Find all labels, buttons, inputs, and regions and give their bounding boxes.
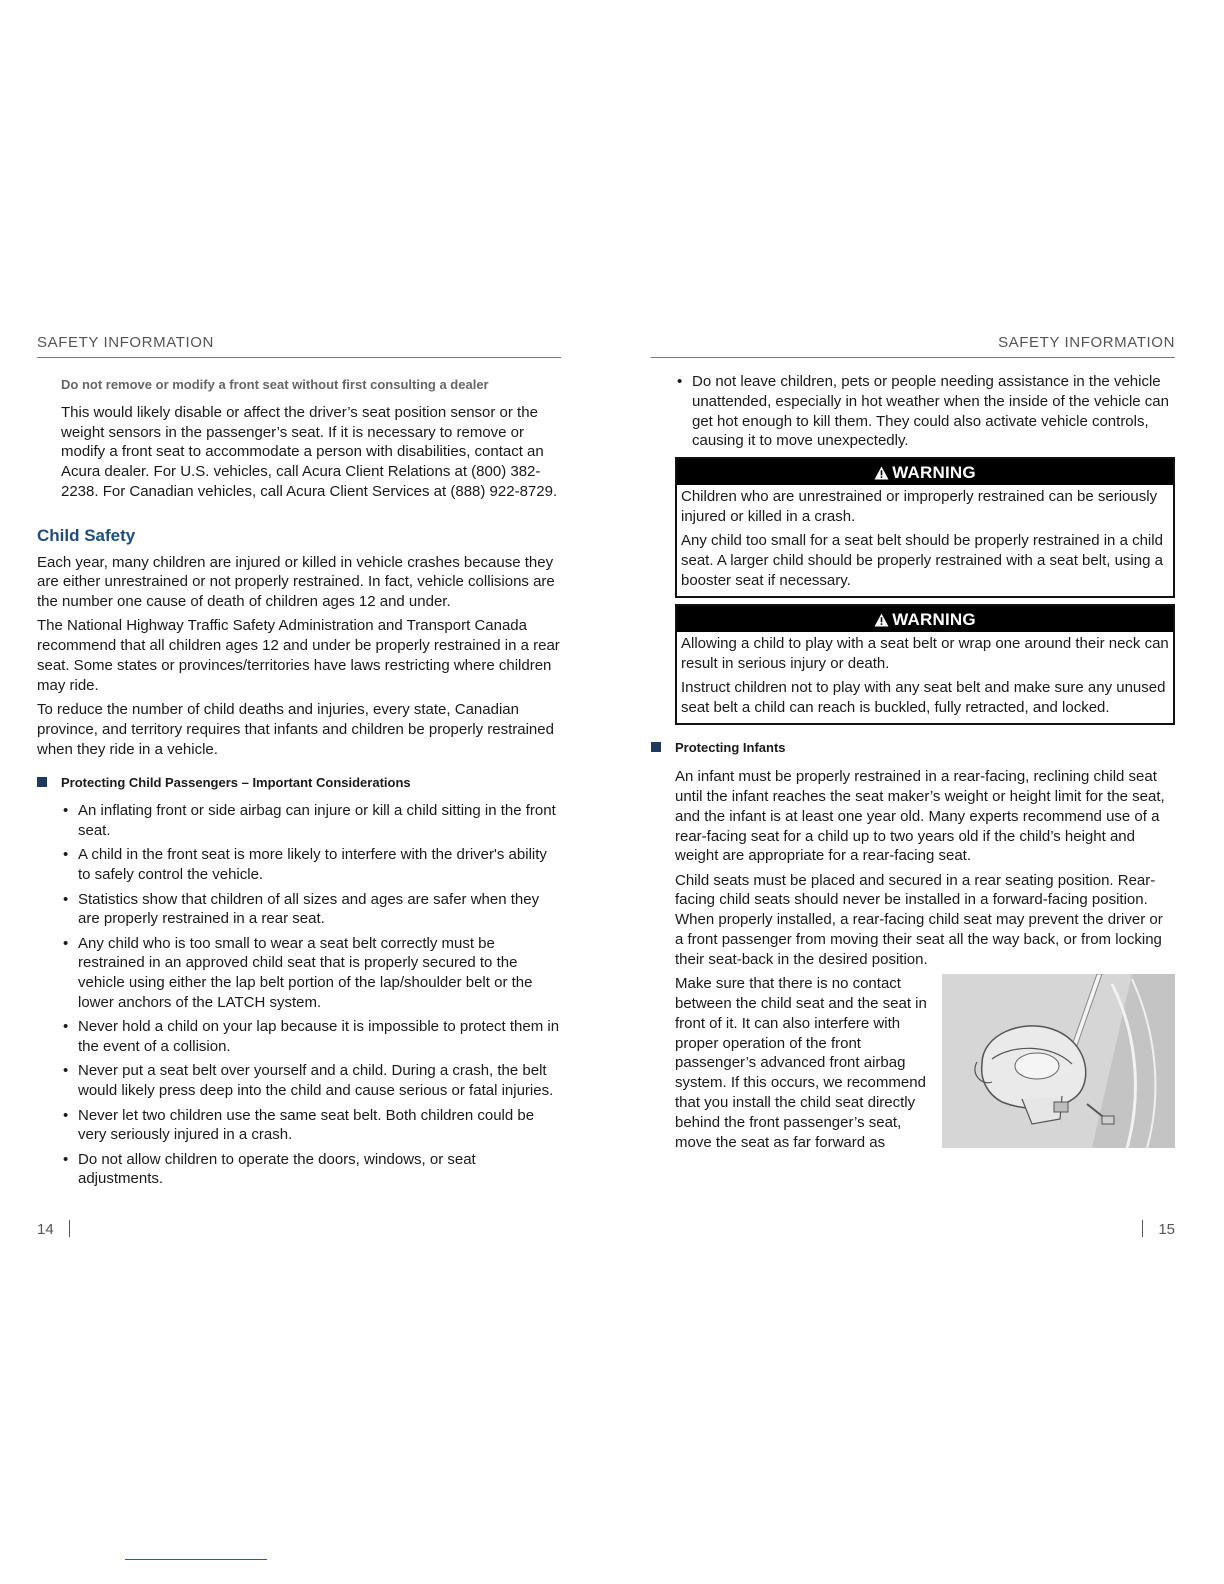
bullet-dot-icon: • [63, 1150, 69, 1168]
body-paragraph: Each year, many children are injured or killed in vehicle crashes because they are either unrestrained or not properly restrained. In fact, vehicle collisions are the number one cause of death of children ages 12 and under. [37, 553, 555, 611]
subheading [37, 773, 561, 793]
folio-divider [1142, 1220, 1144, 1237]
list-item [61, 845, 561, 885]
warning-text: Allowing a child to play with a seat belt or wrap one around their neck can result in serious injury or death. [681, 635, 1169, 672]
list-item-text: Never hold a child on your lap because it is impossible to protect them in the event of a collision. [78, 1018, 560, 1056]
rear-facing-child-seat-illustration [942, 974, 1175, 1148]
bullet-dot-icon: • [63, 1106, 69, 1124]
list-item [61, 934, 561, 1013]
square-bullet-icon [651, 742, 661, 752]
page-number [1142, 1220, 1175, 1238]
body-paragraph: The National Highway Traffic Safety Administration and Transport Canada recommend that all children ages 12 and under be properly restrained in a rear seat. Some states or provinces/territories have laws restricting where children may ride. [37, 617, 560, 694]
list-item [61, 801, 561, 841]
body-paragraph: Make sure that there is no contact between the child seat and the seat in front of it. It can also interfere with proper operation of the front passenger’s advanced front airbag system. If this occurs, we recommend that you install the child seat directly behind the front passenger’s seat, move the seat as far forward as [675, 975, 927, 1151]
list-item [61, 1017, 561, 1057]
warning-body [677, 485, 1173, 596]
body-paragraph: Child seats must be placed and secured in a rear seating position. Rear-facing child seats should never be installed in a forward-facing position. When properly installed, a rear-facing child seat may prevent the driver or a front passenger from moving their seat all the way back, or from locking their seat-back in the desired position. [675, 871, 1163, 968]
warning-text: Any child too small for a seat belt should be properly restrained in a child seat. A larger child should be properly restrained with a seat belt, using a booster seat if necessary. [681, 532, 1163, 589]
bullet-dot-icon: • [63, 890, 69, 908]
section-title: Child Safety [37, 525, 136, 545]
list-item-text: Do not leave children, pets or people needing assistance in the vehicle unattended, especially in hot weather when the inside of the vehicle can get hot enough to kill them. They could also activate vehicle controls, causing it to move unexpectedly. [692, 373, 1169, 450]
body-paragraph: To reduce the number of child deaths and injuries, every state, Canadian province, and territory requires that infants and children be properly restrained when they ride in a vehicle. [37, 701, 554, 758]
warning-text: Children who are unrestrained or improperly restrained can be seriously injured or killed in a crash. [681, 488, 1158, 525]
body-paragraph: An infant must be properly restrained in a rear-facing, reclining child seat until the infant reaches the seat maker’s weight or height limit for the seat, and the infant is at least one year old. Many experts recommend use of a rear-facing seat for a child up to two years old if the child’s height and weight are appropriate for a rear-facing seat. [675, 768, 1165, 865]
right-page-content [651, 372, 1175, 1157]
subheading-text: Protecting Child Passengers – Important Considerations [61, 774, 411, 790]
page-number-text: 15 [1158, 1221, 1175, 1238]
footer-link-underline [125, 1559, 267, 1560]
infant-seat-section [675, 974, 1175, 1152]
list-item [61, 1061, 561, 1101]
bullet-dot-icon: • [63, 934, 69, 952]
warning-triangle-icon [874, 613, 889, 627]
list-item-text: A child in the front seat is more likely to interfere with the driver's ability to safely control the vehicle. [78, 846, 547, 884]
folio-divider [69, 1220, 71, 1237]
bullet-dot-icon: • [63, 1018, 69, 1036]
list-item [61, 1150, 561, 1190]
running-head: SAFETY INFORMATION [37, 334, 561, 358]
running-head: SAFETY INFORMATION [651, 334, 1175, 358]
note-text: This would likely disable or affect the driver’s seat position sensor or the weight sensors in the passenger’s seat. If it is necessary to remove or modify a front seat to accommodate a person with disabilities, contact an Acura dealer. For U.S. vehicles, call Acura Client Relations at (800) 382-2238. For Canadian vehicles, call Acura Client Services at (888) 922-8729. [61, 403, 558, 500]
subheading [651, 738, 1175, 758]
left-page-content [37, 375, 561, 1194]
bullet-list [37, 801, 561, 1189]
bullet-dot-icon: • [677, 373, 683, 390]
page-number-text: 14 [37, 1221, 54, 1238]
warning-triangle-icon [874, 466, 889, 480]
warning-box [675, 457, 1175, 598]
warning-box [675, 604, 1175, 725]
list-item-text: Do not allow children to operate the doors, windows, or seat adjustments. [78, 1150, 476, 1188]
list-item-text: Statistics show that children of all sizes and ages are safer when they are properly restrained in a rear seat. [78, 890, 540, 928]
list-item [675, 372, 1175, 451]
subheading-text: Protecting Infants [675, 740, 786, 756]
bullet-dot-icon: • [63, 1062, 69, 1080]
warning-label: WARNING [892, 463, 976, 483]
list-item-text: Any child who is too small to wear a seat belt correctly must be restrained in an approved child seat that is properly secured to the vehicle using either the lap belt portion of the lap/shoulder belt or the lower anchors of the LATCH system. [78, 934, 533, 1012]
list-item-text: Never let two children use the same seat belt. Both children could be very seriously injured in a crash. [78, 1106, 535, 1144]
warning-header [677, 459, 1173, 485]
page-number [37, 1220, 70, 1238]
list-item-text: An inflating front or side airbag can injure or kill a child sitting in the front seat. [78, 802, 556, 840]
list-item-text: Never put a seat belt over yourself and a child. During a crash, the belt would likely press deep into the child and cause serious or fatal injuries. [78, 1062, 554, 1100]
square-bullet-icon [37, 777, 47, 787]
bullet-dot-icon: • [63, 846, 69, 864]
warning-label: WARNING [892, 610, 976, 630]
warning-text: Instruct children not to play with any seat belt and make sure any unused seat belt a child can reach is buckled, fully retracted, and locked. [681, 679, 1166, 717]
list-item [61, 1106, 561, 1146]
bullet-dot-icon: • [63, 802, 69, 820]
list-item [61, 890, 561, 930]
warning-header [677, 606, 1173, 632]
note-heading: Do not remove or modify a front seat without first consulting a dealer [61, 377, 489, 392]
warning-body [677, 632, 1173, 723]
bullet-list [651, 372, 1175, 451]
